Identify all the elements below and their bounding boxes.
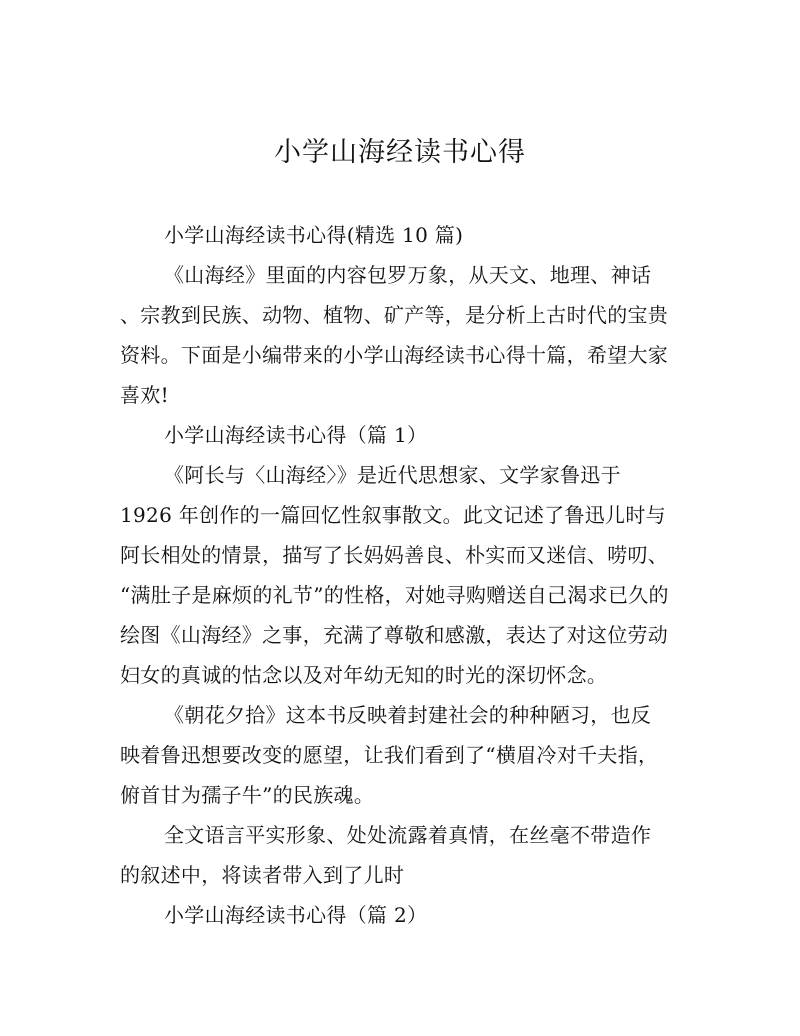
text-line: 映着鲁迅想要改变的愿望，让我们看到了“横眉冷对千夫指，: [120, 743, 659, 767]
text-line: 的叙述中，将读者带入到了儿时: [120, 863, 405, 887]
text-line: 全文语言平实形象、处处流露着真情，在丝毫不带造作: [164, 823, 652, 847]
text-line: “满肚子是麻烦的礼节”的性格，对她寻购赠送自己渴求已久的: [120, 583, 669, 607]
text-line: 1926 年创作的一篇回忆性叙事散文。此文记述了鲁迅儿时与: [120, 503, 666, 527]
text-line: 、宗教到民族、动物、植物、矿产等，是分析上古时代的宝贵: [120, 303, 669, 327]
text-line: 俯首甘为孺子牛”的民族魂。: [120, 783, 375, 807]
text-line: 喜欢!: [120, 383, 169, 407]
text-line: 《阿长与〈山海经〉》是近代思想家、文学家鲁迅于: [164, 463, 621, 487]
text-line: 《朝花夕拾》这本书反映着封建社会的种种陋习，也反: [164, 703, 652, 727]
text-line: 阿长相处的情景，描写了长妈妈善良、朴实而又迷信、唠叨、: [120, 543, 669, 567]
text-line: 资料。下面是小编带来的小学山海经读书心得十篇，希望大家: [120, 343, 669, 367]
text-line: 妇女的真诚的怙念以及对年幼无知的时光的深切怀念。: [120, 663, 608, 687]
text-line: 小学山海经读书心得（篇 2）: [164, 903, 428, 927]
document-body: [120, 215, 700, 935]
document-title: 小学山海经读书心得: [274, 137, 526, 168]
text-line: 《山海经》里面的内容包罗万象，从天文、地理、神话: [164, 263, 652, 287]
text-line: 小学山海经读书心得(精选 10 篇): [164, 223, 464, 247]
text-line: 绘图《山海经》之事，充满了尊敬和感激，表达了对这位劳动: [120, 623, 669, 647]
text-line: 小学山海经读书心得（篇 1）: [164, 423, 428, 447]
